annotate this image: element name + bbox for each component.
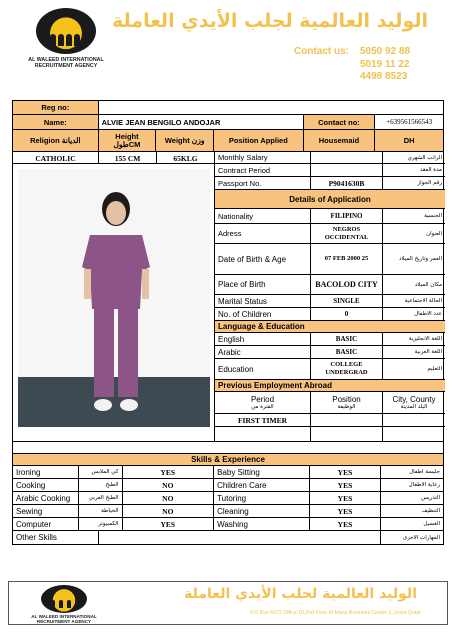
detail-label-ar: الجنسية bbox=[424, 213, 442, 219]
detail-value: 0 bbox=[311, 308, 383, 320]
name-value: ALVIE JEAN BENGILO ANDOJAR bbox=[99, 115, 304, 129]
col-label: Period bbox=[250, 395, 275, 404]
skill-label-ar: الخياطة bbox=[79, 505, 123, 517]
logo-text: AL WALEED INTERNATIONAL RECRUITMENT AGENCY bbox=[31, 614, 97, 624]
contact-us-label: Contact us: bbox=[294, 46, 349, 57]
skill-label-ar: رعاية الاطفال bbox=[408, 482, 441, 488]
detail-label-ar: مدة العقد bbox=[420, 167, 442, 173]
lang-row bbox=[215, 333, 445, 346]
skill-label: Sewing bbox=[13, 505, 79, 517]
col-label: City, County bbox=[392, 395, 436, 404]
city-col bbox=[383, 392, 445, 413]
summary-header-row bbox=[13, 130, 443, 152]
detail-label: Marital Status bbox=[215, 295, 311, 307]
detail-label-ar: عدد الاطفال bbox=[414, 311, 442, 317]
application-header-row bbox=[215, 190, 445, 209]
skill-row bbox=[13, 479, 443, 492]
skill-label-ar: التدريس bbox=[421, 495, 441, 501]
skills-header-row bbox=[13, 454, 443, 466]
name-label: Name: bbox=[13, 115, 99, 129]
phone-number: 4498 8523 bbox=[360, 71, 408, 82]
detail-value: 07 FEB 2000 25 bbox=[311, 244, 383, 274]
arabic-title: الوليد العالمية لجلب الأيدي العاملة bbox=[112, 10, 428, 32]
salary-row bbox=[215, 152, 445, 164]
detail-value: SINGLE bbox=[311, 295, 383, 307]
contact-value: +639561566543 bbox=[386, 118, 433, 126]
weight-header: Weight وزن bbox=[156, 130, 214, 151]
employment-city bbox=[383, 414, 445, 426]
detail-label-ar: رقم الجواز bbox=[417, 180, 442, 186]
app-row bbox=[215, 224, 445, 244]
contract-row bbox=[215, 164, 445, 177]
skill-label-ar: التنظيف bbox=[421, 508, 441, 514]
spacer-row bbox=[13, 442, 443, 454]
logo-text: AL WALEED INTERNATIONAL RECRUITMENT AGENCY bbox=[28, 57, 104, 69]
footer-address: P.O Box 6472 Office 10,2nd Floor Al Mana Business Center 2, Doha Qatar bbox=[250, 610, 421, 616]
skill-value: YES bbox=[123, 466, 215, 478]
employment-row bbox=[215, 414, 445, 427]
app-row bbox=[215, 275, 445, 295]
skill-label-ar: الطبخ bbox=[79, 479, 123, 491]
detail-label-ar: اللغة الانجليزية bbox=[408, 336, 442, 342]
skill-value: NO bbox=[123, 505, 215, 517]
skill-label-ar: الكمبيوتر bbox=[79, 518, 123, 530]
employment-period bbox=[215, 427, 311, 441]
skill-value: YES bbox=[310, 466, 382, 478]
lang-row bbox=[215, 346, 445, 359]
skill-value: NO bbox=[123, 492, 215, 504]
employment-city bbox=[383, 427, 445, 441]
lang-row bbox=[215, 359, 445, 380]
language-header-row bbox=[215, 321, 445, 333]
footer-arabic-title: الوليد العالمية لجلب الأيدي العاملة bbox=[184, 586, 417, 602]
phone-number: 5050 92 88 bbox=[360, 46, 411, 57]
detail-label: Date of Birth & Age bbox=[215, 244, 311, 274]
weight-value: 65KLG bbox=[173, 153, 198, 163]
skill-label: Washing bbox=[214, 518, 310, 530]
skill-label-ar: الطبخ العربي bbox=[79, 492, 123, 504]
reg-label: Reg no: bbox=[13, 101, 99, 114]
detail-label: Adress bbox=[215, 224, 311, 243]
col-label-ar: الوظيفة bbox=[337, 404, 356, 410]
logo-emblem-icon bbox=[36, 8, 96, 54]
skill-label: Cooking bbox=[13, 479, 79, 491]
detail-value: BACOLOD CITY bbox=[311, 275, 383, 294]
detail-value: FILIPINO bbox=[311, 209, 383, 223]
detail-value: P9041630B bbox=[311, 177, 383, 189]
detail-value bbox=[311, 164, 383, 176]
detail-value: NEGROS OCCIDENTAL bbox=[311, 224, 383, 243]
details-panel bbox=[215, 152, 445, 441]
detail-label: Contract Period bbox=[215, 164, 311, 176]
detail-label-ar: الراتب الشهري bbox=[407, 154, 442, 161]
skill-label-ar: جليسة اطفال bbox=[409, 469, 441, 475]
detail-label-ar: مكان الميلاد bbox=[414, 281, 442, 288]
period-col bbox=[215, 392, 311, 413]
skill-label: Ironing bbox=[13, 466, 79, 478]
detail-label: Nationality bbox=[215, 209, 311, 223]
other-skills-label-ar: المهارات الاخرى bbox=[402, 534, 440, 541]
app-row bbox=[215, 244, 445, 275]
phone-list bbox=[360, 46, 410, 84]
detail-value: BASIC bbox=[311, 333, 383, 345]
detail-value: BASIC bbox=[311, 346, 383, 358]
applicant-photo-cell bbox=[13, 152, 215, 441]
position-col bbox=[311, 392, 383, 413]
footer-logo bbox=[19, 585, 109, 624]
skill-value: YES bbox=[310, 479, 382, 491]
phone-number: 5019 11 22 bbox=[360, 58, 410, 70]
detail-label: English bbox=[215, 333, 311, 345]
religion-value: CATHOLIC bbox=[13, 152, 99, 164]
height-header: Height طولCM bbox=[99, 130, 157, 151]
height-value: 155 CM bbox=[99, 152, 157, 164]
employment-position bbox=[311, 414, 383, 426]
position-value: Housemaid bbox=[304, 130, 376, 151]
detail-label: Place of Birth bbox=[215, 275, 311, 294]
detail-label-ar: العنوان bbox=[426, 230, 442, 237]
section-header: Details of Application bbox=[289, 194, 371, 204]
employment-row bbox=[215, 427, 445, 441]
name-row bbox=[13, 115, 443, 130]
detail-label-ar: العمر وتاريخ الميلاد bbox=[399, 256, 442, 262]
app-row bbox=[215, 295, 445, 308]
section-header: Previous Employment Abroad bbox=[218, 381, 332, 390]
agency-logo bbox=[14, 8, 118, 69]
photo-and-details bbox=[13, 152, 443, 442]
passport-row bbox=[215, 177, 445, 190]
detail-value: COLLEGE UNDERGRAD bbox=[311, 359, 383, 379]
reg-row bbox=[13, 101, 443, 115]
skill-value: YES bbox=[310, 518, 382, 530]
letterhead bbox=[0, 0, 456, 98]
logo-emblem-icon bbox=[41, 585, 87, 613]
detail-label-ar: الحالة الاجتماعية bbox=[404, 298, 442, 304]
contact-label: Contact no: bbox=[304, 115, 376, 129]
position-header: Position Applied bbox=[214, 130, 304, 151]
skill-value: YES bbox=[310, 492, 382, 504]
col-label-ar: الفترة من bbox=[251, 404, 274, 410]
employment-header-row bbox=[215, 380, 445, 392]
detail-label: Education bbox=[215, 359, 311, 379]
skill-label: Tutoring bbox=[214, 492, 310, 504]
col-label-ar: البلد المدينة bbox=[400, 404, 428, 410]
app-row bbox=[215, 308, 445, 321]
skill-label: Baby Sitting bbox=[214, 466, 310, 478]
skill-row bbox=[13, 492, 443, 505]
detail-label-ar: اللغة العربية bbox=[414, 349, 442, 355]
detail-label: No. of Children bbox=[215, 308, 311, 320]
section-header: Language & Education bbox=[218, 322, 305, 331]
skill-value: YES bbox=[310, 505, 382, 517]
reg-value bbox=[99, 101, 443, 114]
app-row bbox=[215, 209, 445, 224]
skill-label: Cleaning bbox=[214, 505, 310, 517]
employment-cols-row bbox=[215, 392, 445, 414]
other-skills-row bbox=[13, 531, 443, 544]
skill-value: NO bbox=[123, 479, 215, 491]
blank-cell bbox=[13, 442, 443, 453]
skill-label: Computer bbox=[13, 518, 79, 530]
summary-values-row bbox=[13, 152, 214, 164]
religion-header: Religion الديانة bbox=[13, 130, 99, 151]
other-skills-value bbox=[99, 531, 382, 544]
employment-period: FIRST TIMER bbox=[215, 414, 311, 426]
skill-label-ar: الغسيل bbox=[423, 521, 441, 527]
application-form bbox=[12, 100, 444, 545]
footer bbox=[8, 581, 448, 625]
section-header: Skills & Experience bbox=[191, 455, 265, 464]
detail-label-ar: التعليم bbox=[427, 366, 442, 372]
applicant-photo bbox=[18, 169, 210, 427]
skill-row bbox=[13, 518, 443, 531]
skill-value: YES bbox=[123, 518, 215, 530]
skill-label-ar: كي الملابس bbox=[79, 466, 123, 478]
detail-label: Arabic bbox=[215, 346, 311, 358]
detail-value bbox=[311, 152, 383, 163]
position-code: DH bbox=[375, 130, 443, 151]
skill-row bbox=[13, 466, 443, 479]
detail-label: Monthly Salary bbox=[215, 152, 311, 163]
other-skills-label: Other Skills bbox=[13, 531, 99, 544]
skill-row bbox=[13, 505, 443, 518]
employment-position bbox=[311, 427, 383, 441]
skill-label: Arabic Cooking bbox=[13, 492, 79, 504]
col-label: Position bbox=[332, 395, 361, 404]
skill-label: Children Care bbox=[214, 479, 310, 491]
detail-label: Passport No. bbox=[215, 177, 311, 189]
